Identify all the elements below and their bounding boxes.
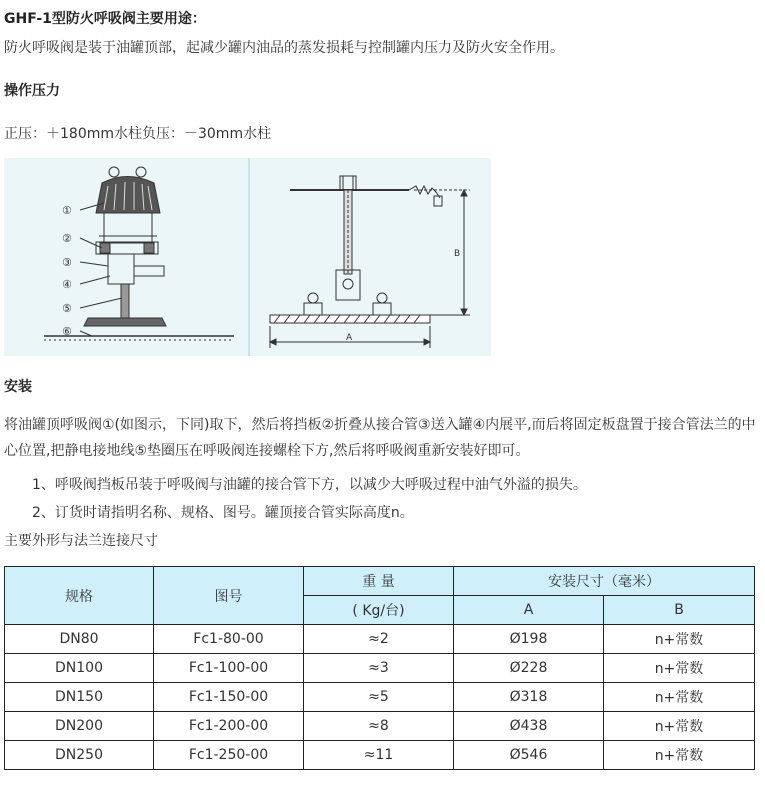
header-install-size: 安装尺寸（毫米）: [454, 567, 755, 596]
dimension-table: [4, 566, 755, 770]
header-drawing: 图号: [154, 567, 304, 625]
cell-drawing: Fc1-150-00: [154, 683, 304, 712]
cell-spec: DN80: [5, 625, 154, 654]
callout-2: ②: [62, 232, 72, 245]
cell-b: n+常数: [604, 741, 755, 770]
cell-spec: DN150: [5, 683, 154, 712]
install-heading: 安装: [4, 379, 32, 395]
dimension-b-label: B: [454, 249, 461, 259]
cell-drawing: Fc1-200-00: [154, 712, 304, 741]
valve-drawing-svg: [4, 158, 491, 356]
callout-1: ①: [62, 204, 72, 217]
cell-b: n+常数: [604, 683, 755, 712]
cell-weight: ≈11: [304, 741, 454, 770]
table-caption: 主要外形与法兰连接尺寸: [4, 533, 158, 549]
cell-spec: DN100: [5, 654, 154, 683]
install-text: 将油罐顶呼吸阀①(如图示，下同)取下，然后将挡板②折叠从接合管③送入罐④内展平,而后将固定板盘置于接合管法兰的中心位置,把静电接地线⑤垫圈压在呼吸阀连接螺栓下方,然后将呼吸阀重新安装好即可。: [4, 417, 756, 459]
header-weight: 重 量: [304, 567, 454, 596]
table-row: [5, 683, 755, 712]
left-view: [44, 167, 234, 340]
cell-a: Ø228: [454, 654, 604, 683]
right-view: [270, 176, 470, 348]
cell-a: Ø546: [454, 741, 604, 770]
table-row: [5, 654, 755, 683]
usage-text: 防火呼吸阀是装于油罐顶部，起减少罐内油品的蒸发损耗与控制罐内压力及防火安全作用。: [4, 40, 564, 56]
cell-weight: ≈3: [304, 654, 454, 683]
cell-b: n+常数: [604, 625, 755, 654]
cell-a: Ø198: [454, 625, 604, 654]
cell-spec: DN250: [5, 741, 154, 770]
cell-b: n+常数: [604, 654, 755, 683]
header-col-a: A: [454, 596, 604, 625]
dimension-a-label: A: [346, 333, 353, 343]
pressure-heading: 操作压力: [4, 83, 60, 99]
callout-4: ④: [62, 278, 72, 291]
cell-drawing: Fc1-100-00: [154, 654, 304, 683]
pressure-text: 正压：＋180mm水柱负压：－30mm水柱: [4, 126, 272, 142]
table-header-row: [5, 567, 755, 596]
header-col-b: B: [604, 596, 755, 625]
cell-drawing: Fc1-80-00: [154, 625, 304, 654]
valve-drawing: [4, 158, 491, 356]
table-row: [5, 625, 755, 654]
cell-spec: DN200: [5, 712, 154, 741]
cell-a: Ø438: [454, 712, 604, 741]
table-row: [5, 741, 755, 770]
install-note-2: 2、订货时请指明名称、规格、图号。罐顶接合管实际高度n。: [32, 505, 414, 521]
usage-heading: GHF-1型防火呼吸阀主要用途：: [4, 11, 206, 27]
callout-5: ⑤: [62, 302, 72, 315]
cell-a: Ø318: [454, 683, 604, 712]
header-weight-unit: ( Kg/台): [304, 596, 454, 625]
cell-weight: ≈8: [304, 712, 454, 741]
cell-drawing: Fc1-250-00: [154, 741, 304, 770]
cell-weight: ≈5: [304, 683, 454, 712]
cell-b: n+常数: [604, 712, 755, 741]
callout-3: ③: [62, 256, 72, 269]
callout-6: ⑥: [62, 325, 72, 338]
install-note-1: 1、呼吸阀挡板吊装于呼吸阀与油罐的接合管下方，以减少大呼吸过程中油气外溢的损失。: [32, 477, 587, 493]
header-spec: 规格: [5, 567, 154, 625]
cell-weight: ≈2: [304, 625, 454, 654]
table-row: [5, 712, 755, 741]
